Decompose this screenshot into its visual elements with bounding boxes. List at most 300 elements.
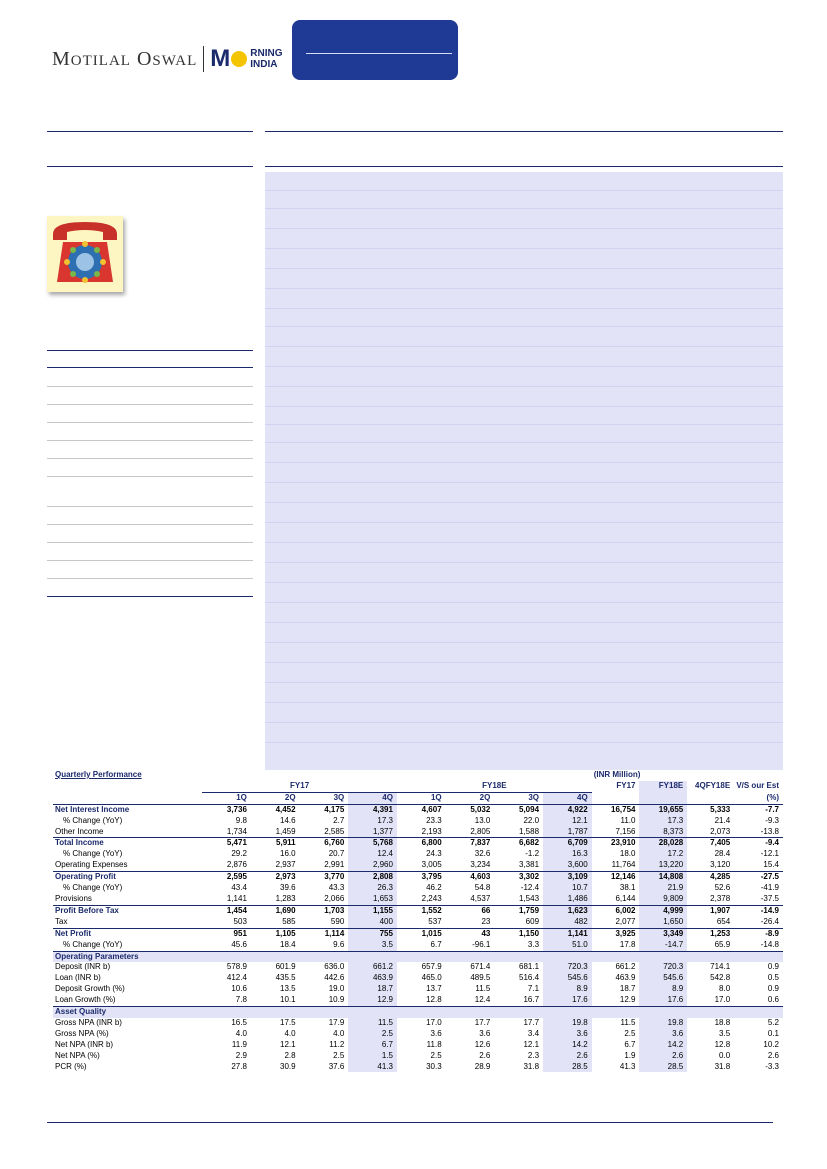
right-second-rule: [265, 166, 783, 167]
table-cell: 27.8: [231, 1061, 247, 1071]
table-cell: 1,141: [226, 893, 247, 903]
table-cell: 2,585: [324, 826, 345, 836]
table-cell: 11.5: [348, 1018, 397, 1029]
motilal-oswal-wordmark: MOTILAL OSWAL: [52, 47, 198, 70]
table-title-row: [53, 770, 783, 781]
table-cell: 6.7: [348, 1040, 397, 1051]
row-label: Loan (INR b): [55, 973, 101, 983]
table-cell: 661.2: [615, 962, 636, 972]
table-cell: 21.4: [714, 815, 731, 825]
table-cell: 66: [446, 905, 495, 916]
table-cell: -12.4: [520, 883, 540, 893]
table-cell: 30.3: [426, 1061, 442, 1071]
table-cell: 12.9: [348, 995, 397, 1006]
table-cell: 14.2: [639, 1040, 687, 1051]
table-cell: 578.9: [226, 962, 247, 972]
table-cell: 2.6: [767, 1050, 779, 1060]
table-cell: 661.2: [348, 962, 397, 973]
table-cell: -3.3: [765, 1061, 779, 1071]
table-row: [53, 827, 783, 838]
table-cell: 17.3: [639, 816, 687, 827]
table-cell: 6,002: [592, 905, 640, 916]
q-header: 3Q: [300, 792, 349, 804]
table-row: [53, 962, 783, 973]
table-cell: 23: [481, 916, 491, 926]
table-cell: 52.6: [714, 883, 731, 893]
row-label: % Change (YoY): [63, 939, 123, 949]
table-cell: 585: [282, 916, 296, 926]
table-cell: -12.1: [760, 849, 779, 859]
table-cell: 2,805: [470, 826, 491, 836]
table-row: [53, 860, 783, 871]
table-row: [53, 1040, 783, 1051]
left-top-rule: [47, 131, 253, 132]
table-cell: 8.9: [543, 984, 592, 995]
table-cell: 3,349: [639, 928, 687, 939]
row-label: Deposit Growth (%): [55, 984, 125, 994]
table-cell: 7,837: [446, 838, 495, 849]
table-cell: -37.5: [760, 893, 779, 903]
table-cell: 11.8: [426, 1039, 442, 1049]
table-cell: 4.0: [333, 1028, 345, 1038]
table-row: [53, 1062, 783, 1073]
table-cell: 2,066: [324, 893, 345, 903]
table-cell: 2,595: [202, 872, 251, 883]
table-cell: 2,378: [710, 893, 731, 903]
table-cell: 18.4: [280, 939, 296, 949]
row-label: Deposit (INR b): [55, 962, 111, 972]
table-cell: 12.9: [619, 995, 636, 1005]
table-cell: 65.9: [714, 939, 731, 949]
table-cell: 5,032: [446, 804, 495, 815]
table-cell: 4.0: [235, 1028, 247, 1038]
row-label: PCR (%): [55, 1061, 87, 1071]
table-cell: 6,760: [300, 838, 349, 849]
right-top-rule: [265, 131, 783, 132]
table-cell: 14,808: [639, 872, 687, 883]
table-cell: 1,759: [494, 905, 543, 916]
table-unit: (INR Million): [593, 770, 641, 779]
table-cell: 1,552: [397, 905, 446, 916]
section-header: [53, 951, 783, 962]
q-header: 4Q: [348, 792, 397, 804]
table-cell: -96.1: [472, 939, 491, 949]
sidebar-divider: [47, 578, 253, 579]
table-cell: 1.5: [348, 1051, 397, 1062]
table-cell: 5,094: [494, 804, 543, 815]
table-cell: 2,073: [710, 826, 731, 836]
table-cell: 41.3: [348, 1062, 397, 1073]
table-cell: 0.9: [767, 984, 779, 994]
table-cell: -9.4: [734, 838, 783, 849]
table-cell: 1,283: [275, 893, 296, 903]
q-header: 2Q: [446, 792, 495, 804]
table-row: [53, 872, 783, 883]
sun-icon: [231, 51, 247, 67]
table-cell: 2.8: [284, 1050, 296, 1060]
table-cell: 11.5: [620, 1017, 636, 1027]
table-cell: 30.9: [280, 1061, 296, 1071]
table-cell: 17.8: [619, 939, 636, 949]
table-cell: 19,655: [639, 804, 687, 815]
table-cell: 17.5: [280, 1017, 296, 1027]
table-cell: 0.5: [767, 973, 779, 983]
table-row: [53, 1029, 783, 1040]
row-label: Provisions: [55, 893, 92, 903]
sidebar-divider: [47, 422, 253, 423]
table-cell: 6.7: [624, 1039, 636, 1049]
table-cell: 3,925: [592, 928, 640, 939]
table-cell: 3,600: [543, 860, 592, 871]
sidebar-rule: [47, 596, 253, 597]
table-cell: 412.4: [226, 973, 247, 983]
table-cell: 28,028: [639, 838, 687, 849]
table-cell: 3.5: [348, 940, 397, 951]
table-row: [53, 1051, 783, 1062]
col-vs-est: V/S our Est: [736, 781, 779, 791]
table-cell: 503: [233, 916, 247, 926]
table-cell: 1,703: [300, 905, 349, 916]
table-row: [53, 804, 783, 815]
table-cell: 2,876: [226, 860, 247, 870]
table-row: [53, 917, 783, 928]
table-cell: 39.6: [280, 883, 296, 893]
table-cell: 0.9: [767, 962, 779, 972]
table-cell: 1,150: [494, 928, 543, 939]
table-cell: 54.8: [474, 883, 491, 893]
table-cell: 1,114: [300, 928, 349, 939]
table-row: [53, 1018, 783, 1029]
table-row: [53, 940, 783, 951]
table-cell: 545.6: [543, 973, 592, 984]
table-cell: 12.1: [280, 1039, 296, 1049]
table-cell: 3,381: [519, 860, 540, 870]
logo-divider: [203, 46, 204, 72]
table-cell: 951: [202, 928, 251, 939]
row-label: Other Income: [55, 826, 104, 836]
table-cell: 31.8: [714, 1061, 731, 1071]
table-cell: 5,911: [251, 838, 300, 849]
row-label: Profit Before Tax: [53, 905, 202, 916]
table-cell: 8.9: [639, 984, 687, 995]
table-cell: 17.7: [523, 1017, 540, 1027]
table-cell: 11.0: [620, 815, 636, 825]
table-cell: 14.6: [280, 815, 296, 825]
table-cell: 23.3: [426, 815, 442, 825]
table-row: [53, 894, 783, 905]
table-cell: 1,377: [348, 827, 397, 838]
table-cell: -13.8: [760, 826, 779, 836]
table-cell: 2.9: [235, 1050, 247, 1060]
table-cell: 2.5: [430, 1050, 442, 1060]
table-cell: 489.5: [470, 973, 491, 983]
table-cell: 6.7: [430, 939, 442, 949]
table-row: [53, 984, 783, 995]
table-cell: 28.5: [543, 1062, 592, 1073]
table-cell: 10.9: [328, 995, 345, 1005]
table-cell: 26.3: [348, 883, 397, 894]
table-row: [53, 928, 783, 939]
table-cell: 7.8: [235, 995, 247, 1005]
table-cell: 2,193: [421, 826, 442, 836]
table-cell: 2,937: [275, 860, 296, 870]
table-cell: 4,285: [687, 872, 734, 883]
table-cell: 657.9: [421, 962, 442, 972]
table-cell: 8,373: [639, 827, 687, 838]
table-cell: 3.6: [430, 1028, 442, 1038]
table-cell: 4,922: [543, 804, 592, 815]
table-cell: 31.8: [523, 1061, 540, 1071]
table-cell: 720.3: [543, 962, 592, 973]
table-cell: 3.5: [719, 1028, 731, 1038]
table-cell: 671.4: [470, 962, 491, 972]
sidebar-divider: [47, 476, 253, 477]
table-cell: 1,907: [687, 905, 734, 916]
table-cell: 51.0: [543, 940, 592, 951]
table-cell: 6,800: [397, 838, 446, 849]
q-header: 4Q: [543, 792, 592, 804]
table-cell: 1,015: [397, 928, 446, 939]
table-cell: 18.7: [619, 984, 636, 994]
table-cell: 2.6: [479, 1050, 491, 1060]
table-cell: 11.5: [475, 984, 491, 994]
table-cell: 2.5: [348, 1029, 397, 1040]
table-cell: -1.2: [525, 849, 540, 859]
table-cell: 15.4: [763, 860, 779, 870]
sidebar-divider: [47, 386, 253, 387]
q-header: 3Q: [494, 792, 543, 804]
q-header: 1Q: [202, 792, 251, 804]
table-cell: 6,144: [615, 893, 636, 903]
table-cell: 2.6: [639, 1051, 687, 1062]
table-cell: 12.4: [474, 995, 491, 1005]
table-cell: 9.6: [333, 939, 345, 949]
table-cell: 1.9: [624, 1050, 636, 1060]
sidebar-divider: [47, 524, 253, 525]
table-cell: 636.0: [324, 962, 345, 972]
table-cell: 2.3: [527, 1050, 540, 1060]
table-group-row: [53, 781, 783, 792]
group-fy17: FY17: [290, 780, 310, 790]
table-cell: -9.3: [765, 815, 779, 825]
table-cell: 654: [716, 916, 731, 926]
table-cell: 13,220: [639, 860, 687, 871]
table-cell: 442.6: [324, 973, 345, 983]
table-cell: 609: [525, 916, 540, 926]
table-cell: 37.6: [328, 1061, 345, 1071]
table-cell: 6,682: [494, 838, 543, 849]
table-cell: 19.8: [639, 1018, 687, 1029]
table-cell: 3,109: [543, 872, 592, 883]
table-cell: 3.4: [527, 1028, 540, 1038]
table-cell: 11.9: [231, 1039, 247, 1049]
col-fy17: FY17: [616, 781, 636, 791]
table-cell: 17.2: [639, 849, 687, 860]
table-row: [53, 883, 783, 894]
table-cell: 19.8: [543, 1018, 592, 1029]
row-label: Gross NPA (INR b): [55, 1017, 122, 1027]
table-title: Quarterly Performance: [55, 770, 142, 779]
section-title: Operating Parameters: [53, 951, 783, 962]
table-cell: 1,653: [348, 894, 397, 905]
table-cell: 1,141: [543, 928, 592, 939]
table-cell: 14.2: [543, 1040, 592, 1051]
table-cell: 2,960: [348, 860, 397, 871]
table-cell: 17.9: [328, 1017, 345, 1027]
table-cell: -26.4: [760, 916, 779, 926]
table-cell: 7,405: [687, 838, 734, 849]
table-cell: 4.0: [284, 1028, 296, 1038]
section-header: [53, 1007, 783, 1018]
table-cell: 2.6: [543, 1051, 592, 1062]
table-cell: 28.4: [714, 849, 731, 859]
table-cell: 17.3: [348, 816, 397, 827]
table-cell: 46.2: [426, 883, 442, 893]
table-cell: 2,077: [615, 916, 636, 926]
table-cell: 17.7: [474, 1017, 491, 1027]
table-cell: 2.5: [624, 1028, 636, 1038]
table-cell: 18.7: [348, 984, 397, 995]
table-cell: 482: [543, 917, 592, 928]
table-cell: 2.7: [333, 815, 345, 825]
q-header: 2Q: [251, 792, 300, 804]
header-banner: [292, 20, 458, 80]
row-label: Net Profit: [53, 928, 202, 939]
table-cell: 10.2: [763, 1039, 779, 1049]
table-cell: 720.3: [639, 962, 687, 973]
vs-unit: (%): [766, 792, 779, 802]
table-cell: 1,454: [202, 905, 251, 916]
table-cell: 4,452: [251, 804, 300, 815]
sidebar-divider: [47, 542, 253, 543]
table-cell: 3.6: [543, 1029, 592, 1040]
table-cell: 10.1: [280, 995, 296, 1005]
table-cell: 3,302: [494, 872, 543, 883]
table-cell: 12.8: [714, 1039, 731, 1049]
table-cell: 681.1: [519, 962, 540, 972]
table-cell: 20.7: [328, 849, 345, 859]
table-cell: 43.3: [328, 883, 345, 893]
sidebar-divider: [47, 560, 253, 561]
left-second-rule: [47, 166, 253, 167]
table-cell: 28.5: [639, 1062, 687, 1073]
table-cell: 601.9: [275, 962, 296, 972]
table-cell: 17.0: [426, 1017, 442, 1027]
table-cell: 0.1: [767, 1028, 779, 1038]
table-cell: 12.1: [543, 816, 592, 827]
group-fy18e: FY18E: [482, 780, 507, 790]
table-cell: 0.0: [719, 1050, 731, 1060]
table-cell: 3,770: [300, 872, 349, 883]
row-label: Net Interest Income: [53, 804, 202, 815]
table-cell: 1,623: [543, 905, 592, 916]
table-row: [53, 816, 783, 827]
col-4qfy18e: 4QFY18E: [695, 781, 731, 791]
table-cell: 4,537: [470, 893, 491, 903]
table-cell: 1,543: [519, 893, 540, 903]
sidebar-divider: [47, 458, 253, 459]
table-cell: 18.8: [714, 1017, 731, 1027]
table-cell: 4,603: [446, 872, 495, 883]
table-cell: 3,120: [710, 860, 731, 870]
table-cell: 24.3: [426, 849, 442, 859]
table-cell: 2,243: [421, 893, 442, 903]
table-cell: 2,808: [348, 872, 397, 883]
table-cell: 1,787: [543, 827, 592, 838]
sidebar-rule: [47, 367, 253, 368]
table-cell: -41.9: [760, 883, 779, 893]
table-cell: 9.8: [235, 815, 247, 825]
table-cell: 4,391: [348, 804, 397, 815]
table-cell: 590: [330, 916, 345, 926]
table-cell: 23,910: [592, 838, 640, 849]
table-cell: 1,253: [687, 928, 734, 939]
table-cell: 463.9: [615, 973, 636, 983]
row-label: % Change (YoY): [63, 815, 123, 825]
table-cell: 28.9: [474, 1061, 491, 1071]
table-cell: 537: [428, 916, 442, 926]
table-cell: 1,459: [275, 826, 296, 836]
table-cell: 3,005: [421, 860, 442, 870]
table-cell: 516.4: [519, 973, 540, 983]
table-cell: 2,973: [251, 872, 300, 883]
table-cell: 3.6: [639, 1029, 687, 1040]
table-cell: 21.9: [639, 883, 687, 894]
table-cell: 6,709: [543, 838, 592, 849]
table-cell: 9,809: [639, 894, 687, 905]
table-cell: 1,690: [251, 905, 300, 916]
table-cell: 13.0: [474, 815, 491, 825]
row-label: Loan Growth (%): [55, 995, 116, 1005]
table-cell: 1,155: [348, 905, 397, 916]
table-cell: 1,650: [639, 917, 687, 928]
section-title: Asset Quality: [53, 1007, 783, 1018]
table-cell: 43.4: [231, 883, 247, 893]
table-cell: 12.4: [348, 849, 397, 860]
table-cell: 3.3: [527, 939, 540, 949]
table-cell: 435.5: [275, 973, 296, 983]
table-row: [53, 838, 783, 849]
table-cell: 465.0: [421, 973, 442, 983]
table-cell: -27.5: [734, 872, 783, 883]
table-cell: 0.6: [767, 995, 779, 1005]
sidebar-divider: [47, 506, 253, 507]
table-cell: 1,486: [543, 894, 592, 905]
table-cell: 5,333: [687, 804, 734, 815]
table-cell: 12.6: [474, 1039, 491, 1049]
table-cell: 1,588: [519, 826, 540, 836]
table-cell: 3,736: [202, 804, 251, 815]
table-cell: 38.1: [619, 883, 636, 893]
table-cell: 29.2: [231, 849, 247, 859]
table-cell: 10.7: [543, 883, 592, 894]
table-cell: -14.7: [639, 940, 687, 951]
table-cell: 19.0: [328, 984, 345, 994]
table-row: [53, 849, 783, 860]
table-cell: -14.8: [760, 939, 779, 949]
row-label: Operating Expenses: [55, 860, 128, 870]
content-panel: [265, 172, 783, 770]
row-label: % Change (YoY): [63, 849, 123, 859]
table-cell: 2.5: [333, 1050, 345, 1060]
table-cell: 545.6: [639, 973, 687, 984]
table-cell: 3,795: [397, 872, 446, 883]
table-cell: 41.3: [619, 1061, 636, 1071]
table-row: [53, 973, 783, 984]
table-cell: 463.9: [348, 973, 397, 984]
table-cell: -7.7: [734, 804, 783, 815]
table-cell: 755: [348, 928, 397, 939]
